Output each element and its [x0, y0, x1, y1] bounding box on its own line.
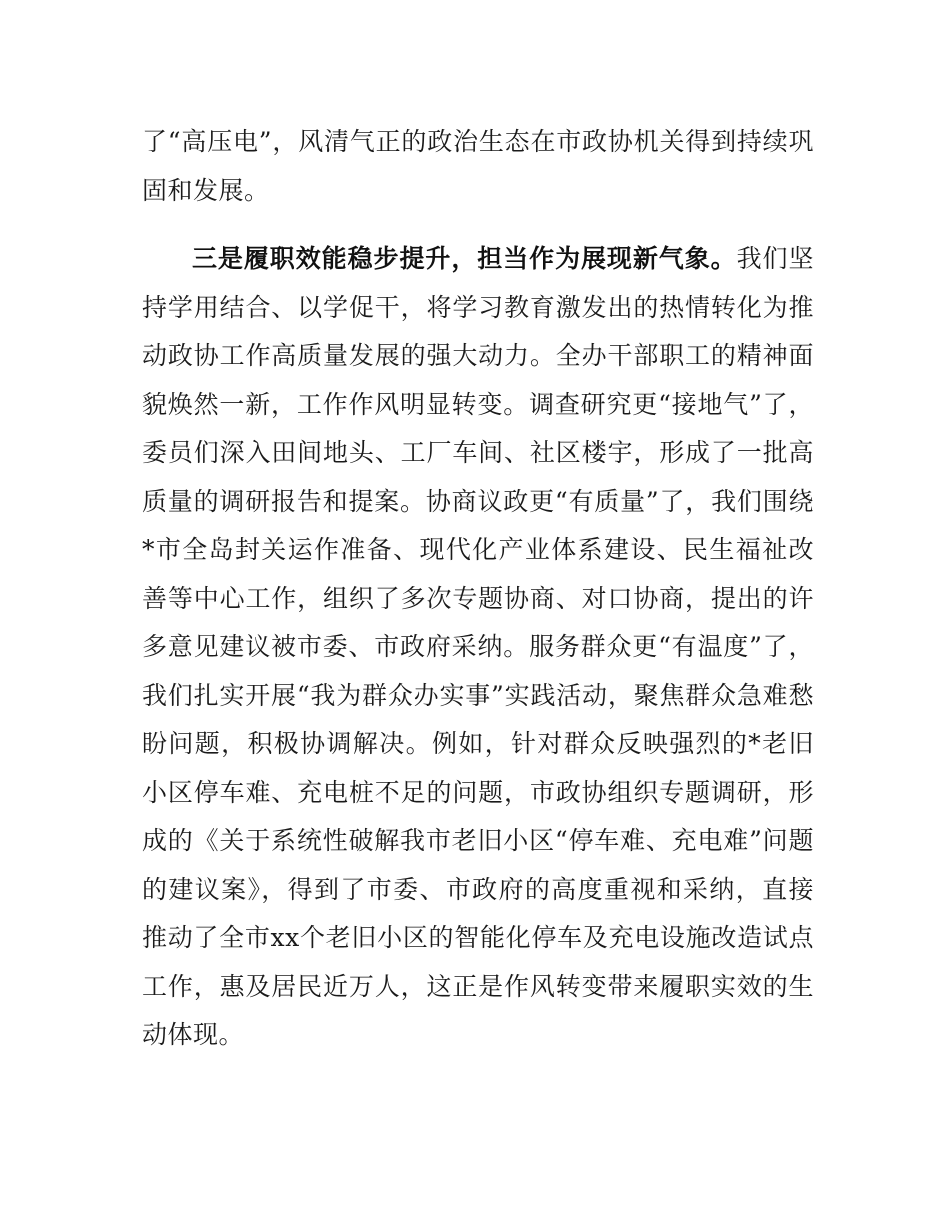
- paragraph-text: 我们坚持学用结合、以学促干，将学习教育激发出的热情转化为推动政协工作高质量发展的强大动力。全办干部职工的精神面貌焕然一新，工作作风明显转变。调查研究更“接地气”了，委员们深入田间地头、工厂车间、社区楼宇，形成了一批高质量的调研报告和提案。协商议政更“有质量”了，我们围绕*市全岛封关运作准备、现代化产业体系建设、民生福祉改善等中心工作，组织了多次专题协商、对口协商，提出的许多意见建议被市委、市政府采纳。服务群众更“有温度”了，我们扎实开展“我为群众办实事”实践活动，聚焦群众急难愁盼问题，积极协调解决。例如，针对群众反映强烈的*老旧小区停车难、充电桩不足的问题，市政协组织专题调研，形成的《关于系统性破解我市老旧小区“停车难、充电难”问题的建议案》，得到了市委、市政府的高度重视和采纳，直接推动了全市xx个老旧小区的智能化停车及充电设施改造试点工作，惠及居民近万人，这正是作风转变带来履职实效的生动体现。: [142, 244, 814, 1049]
- paragraph-performance: [142, 235, 814, 1060]
- paragraph-continuation: [142, 118, 814, 215]
- paragraph-text: 了“高压电”，风清气正的政治生态在市政协机关得到持续巩固和发展。: [142, 127, 814, 205]
- paragraph-lead-sentence: 三是履职效能稳步提升，担当作为展现新气象。: [192, 244, 737, 273]
- document-body: [142, 118, 814, 1060]
